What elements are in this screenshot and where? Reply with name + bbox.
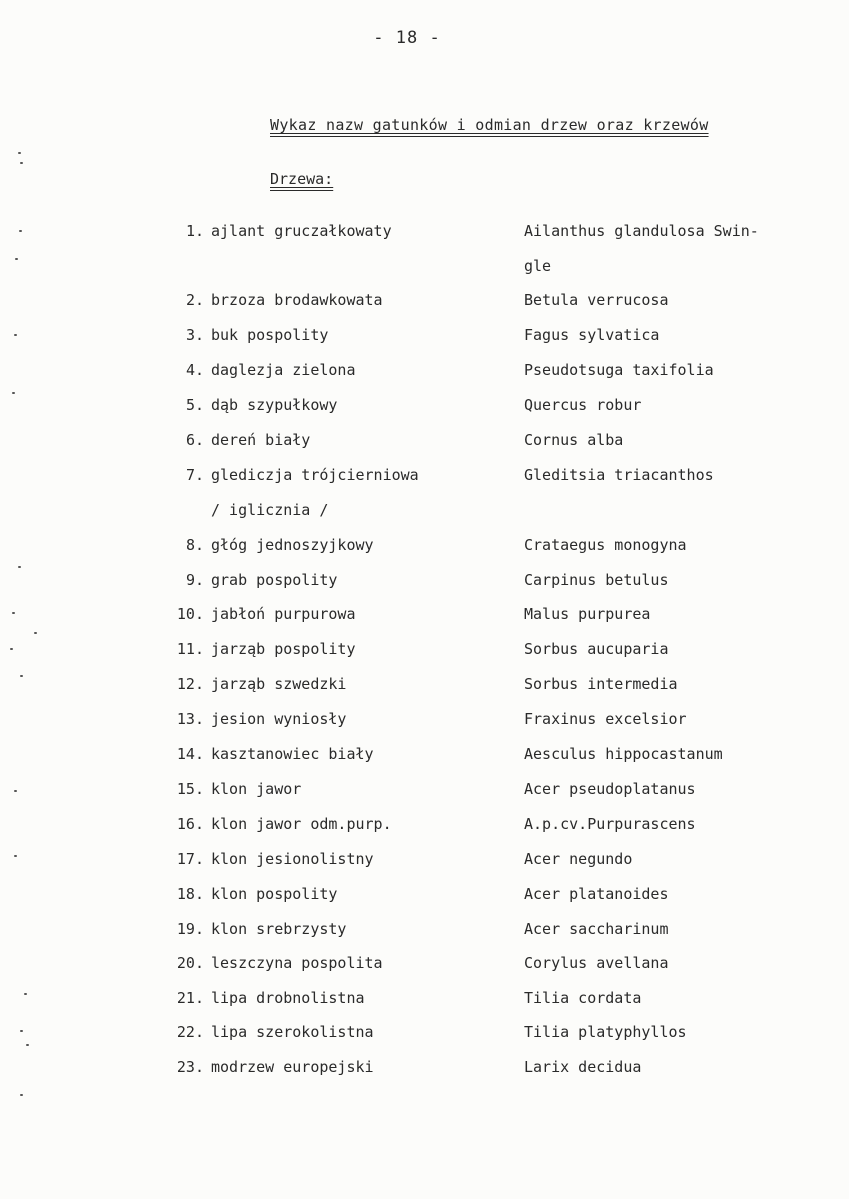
tree-number: 4. (185, 361, 204, 379)
scan-speck (18, 152, 21, 154)
tree-number: 7. (185, 466, 204, 484)
tree-row (0, 779, 849, 809)
scan-speck (20, 162, 23, 164)
tree-polish-name: lipa drobnolistna (211, 989, 365, 1007)
tree-latin-name: Acer pseudoplatanus (524, 780, 696, 798)
tree-row (0, 953, 849, 983)
tree-row (0, 988, 849, 1018)
tree-number: 19. (176, 920, 204, 938)
tree-polish-name: jarząb pospolity (211, 640, 356, 658)
scan-speck (20, 1094, 23, 1096)
tree-polish-name: jabłoń purpurowa (211, 605, 356, 623)
tree-row (0, 604, 849, 634)
tree-row (0, 1057, 849, 1087)
scan-speck (20, 1030, 23, 1032)
tree-number: 18. (176, 885, 204, 903)
scan-speck (12, 612, 15, 614)
scan-speck (34, 632, 37, 634)
tree-number: 6. (185, 431, 204, 449)
tree-latin-name: Aesculus hippocastanum (524, 745, 723, 763)
tree-latin-name: Acer saccharinum (524, 920, 669, 938)
scan-speck (18, 566, 21, 568)
tree-polish-name: klon jawor (211, 780, 302, 798)
tree-number: 23. (176, 1058, 204, 1076)
tree-row (0, 535, 849, 565)
tree-row (0, 919, 849, 949)
tree-polish-name: dąb szypułkowy (211, 396, 338, 414)
tree-latin-name: Sorbus aucuparia (524, 640, 669, 658)
tree-row (0, 290, 849, 320)
tree-latin-name: Acer platanoides (524, 885, 669, 903)
tree-number: 9. (185, 571, 204, 589)
tree-latin-name: Quercus robur (524, 396, 642, 414)
tree-latin-name: Gleditsia triacanthos (524, 466, 714, 484)
tree-number: 12. (176, 675, 204, 693)
tree-polish-name: modrzew europejski (211, 1058, 374, 1076)
tree-number: 15. (176, 780, 204, 798)
scan-speck (14, 790, 17, 792)
tree-row (0, 430, 849, 460)
scan-speck (14, 334, 17, 336)
scan-speck (10, 648, 13, 650)
tree-polish-name: głóg jednoszyjkowy (211, 536, 374, 554)
tree-latin-name: Corylus avellana (524, 954, 669, 972)
tree-latin-name: Acer negundo (524, 850, 633, 868)
tree-latin-name: Crataegus monogyna (524, 536, 687, 554)
tree-number: 3. (185, 326, 204, 344)
tree-latin-name: A.p.cv.Purpurascens (524, 815, 696, 833)
tree-polish-name: klon jawor odm.purp. (211, 815, 392, 833)
tree-number: 21. (176, 989, 204, 1007)
tree-polish-name: klon srebrzysty (211, 920, 347, 938)
tree-polish-name: buk pospolity (211, 326, 329, 344)
tree-latin-name: Sorbus intermedia (524, 675, 678, 693)
tree-polish-name-continued: / iglicznia / (211, 501, 329, 519)
tree-latin-name: Cornus alba (524, 431, 624, 449)
tree-number: 16. (176, 815, 204, 833)
tree-row (0, 674, 849, 704)
tree-row (0, 639, 849, 669)
tree-latin-name: Ailanthus glandulosa Swin- (524, 222, 759, 240)
tree-row (0, 744, 849, 774)
tree-polish-name: grab pospolity (211, 571, 338, 589)
tree-number: 17. (176, 850, 204, 868)
section-heading-trees: Drzewa: (270, 170, 334, 188)
scan-speck (15, 258, 18, 260)
tree-row (0, 360, 849, 390)
tree-number: 1. (185, 222, 204, 240)
tree-number: 22. (176, 1023, 204, 1041)
tree-number: 2. (185, 291, 204, 309)
tree-latin-name: Fagus sylvatica (524, 326, 660, 344)
tree-latin-name: Carpinus betulus (524, 571, 669, 589)
tree-latin-name: Pseudotsuga taxifolia (524, 361, 714, 379)
tree-polish-name: klon pospolity (211, 885, 338, 903)
tree-latin-name: Larix decidua (524, 1058, 642, 1076)
tree-row (0, 465, 849, 519)
tree-row (0, 849, 849, 879)
tree-row (0, 884, 849, 914)
tree-number: 11. (176, 640, 204, 658)
tree-row (0, 570, 849, 600)
scan-speck (19, 230, 22, 232)
scan-speck (20, 675, 23, 677)
tree-polish-name: klon jesionolistny (211, 850, 374, 868)
tree-row (0, 325, 849, 355)
scan-speck (12, 392, 15, 394)
tree-polish-name: jesion wyniosły (211, 710, 347, 728)
tree-latin-name: Tilia cordata (524, 989, 642, 1007)
tree-number: 5. (185, 396, 204, 414)
tree-polish-name: leszczyna pospolita (211, 954, 383, 972)
tree-row (0, 814, 849, 844)
tree-latin-name-continued: gle (524, 257, 552, 275)
tree-number: 10. (176, 605, 204, 623)
document-title: Wykaz nazw gatunków i odmian drzew oraz krzewów (270, 116, 709, 134)
tree-row (0, 709, 849, 739)
tree-number: 13. (176, 710, 204, 728)
tree-polish-name: jarząb szwedzki (211, 675, 347, 693)
tree-polish-name: lipa szerokolistna (211, 1023, 374, 1041)
scan-speck (26, 1044, 29, 1046)
tree-polish-name: glediczja trójcierniowa (211, 466, 419, 484)
tree-row (0, 221, 849, 275)
tree-row (0, 395, 849, 425)
tree-latin-name: Malus purpurea (524, 605, 651, 623)
page-number: - 18 - (373, 28, 441, 48)
tree-latin-name: Betula verrucosa (524, 291, 669, 309)
tree-row (0, 1022, 849, 1052)
tree-latin-name: Tilia platyphyllos (524, 1023, 687, 1041)
tree-polish-name: brzoza brodawkowata (211, 291, 383, 309)
tree-number: 8. (185, 536, 204, 554)
tree-polish-name: dereń biały (211, 431, 311, 449)
tree-polish-name: daglezja zielona (211, 361, 356, 379)
tree-latin-name: Fraxinus excelsior (524, 710, 687, 728)
scan-speck (14, 855, 17, 857)
tree-number: 20. (176, 954, 204, 972)
tree-number: 14. (176, 745, 204, 763)
tree-polish-name: kasztanowiec biały (211, 745, 374, 763)
scan-speck (24, 993, 27, 995)
tree-polish-name: ajlant gruczałkowaty (211, 222, 392, 240)
